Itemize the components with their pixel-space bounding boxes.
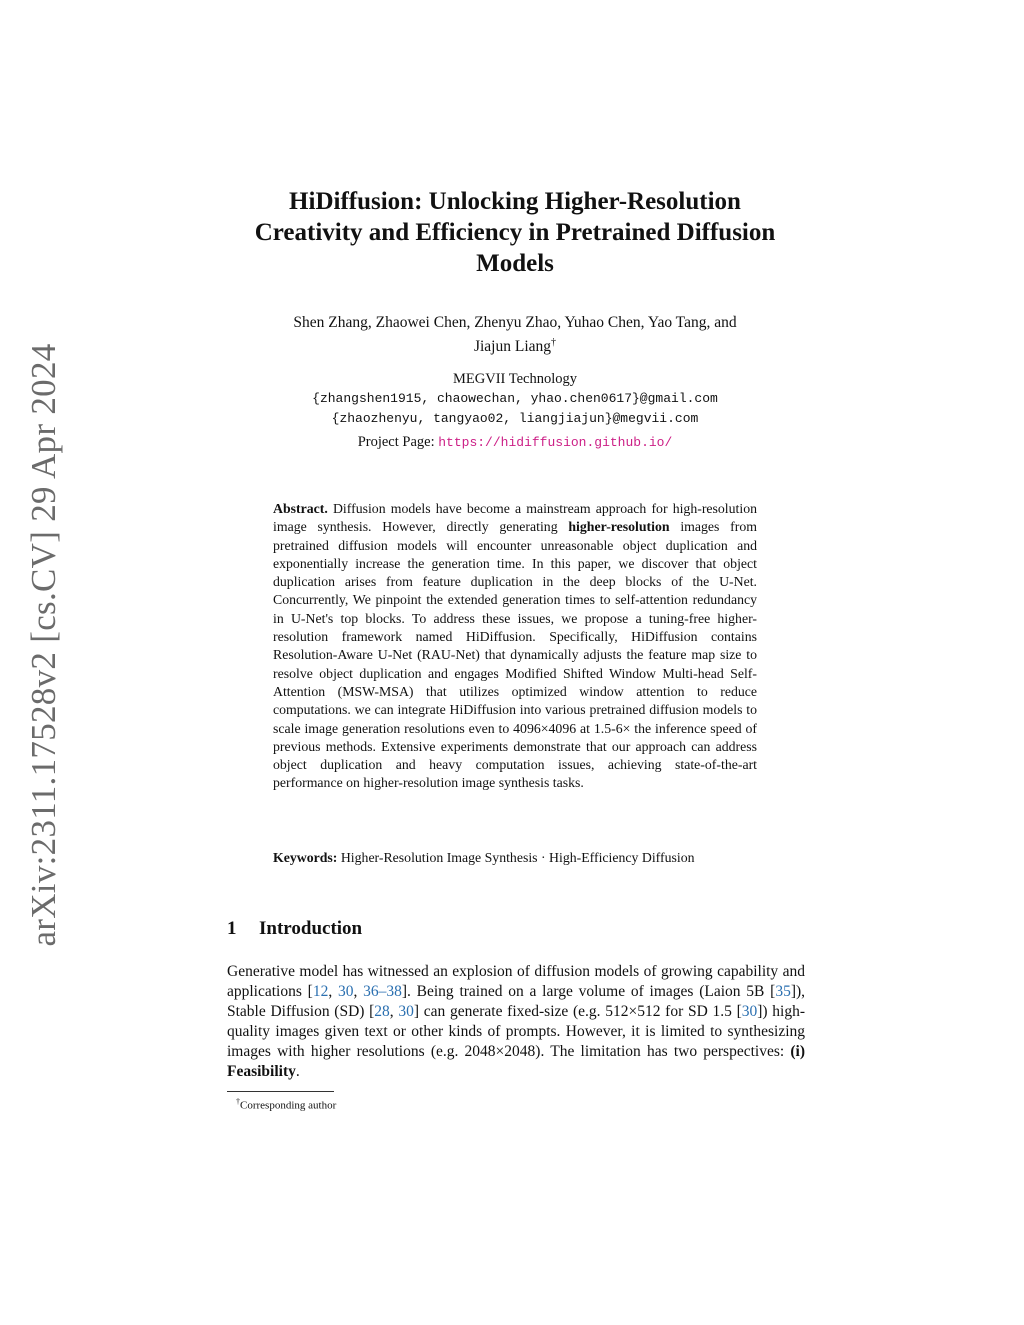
arxiv-id: arXiv:2311.17528v2 [cs.CV] 29 Apr 2024 bbox=[24, 343, 63, 947]
keywords bbox=[273, 849, 757, 867]
intro-text: ] can generate fixed-size (e.g. 512×512 for SD 1.5 [ bbox=[413, 1003, 742, 1020]
author-list bbox=[240, 313, 790, 357]
keywords-text: Higher-Resolution Image Synthesis · High-Efficiency Diffusion bbox=[340, 850, 695, 865]
citation[interactable]: 30 bbox=[337, 983, 354, 1000]
citation-separator: , bbox=[389, 1003, 399, 1020]
title-line-2: Creativity and Efficiency in Pretrained Diffusion bbox=[254, 219, 776, 246]
title-line-3: Models bbox=[476, 250, 554, 277]
authors-line-1: Shen Zhang, Zhaowei Chen, Zhenyu Zhao, Yuhao Chen, Yao Tang, and bbox=[293, 314, 737, 331]
project-page-label: Project Page: bbox=[357, 434, 435, 450]
email-line-1: {zhangshen1915, chaowechan, yhao.chen0617}@gmail.com bbox=[312, 391, 718, 406]
intro-text: Generative model has witnessed an explosion of diffusion models of growing capability and applications [ bbox=[227, 963, 805, 1000]
citation[interactable]: 36–38 bbox=[363, 983, 402, 1000]
section-heading bbox=[227, 918, 362, 940]
intro-paragraph bbox=[227, 962, 805, 1082]
paper-title bbox=[220, 186, 810, 279]
abstract-bold-term: higher-resolution bbox=[568, 519, 670, 535]
keywords-label: Keywords: bbox=[273, 850, 338, 865]
email-line-2: {zhaozhenyu, tangyao02, liangjiajun}@megvii.com bbox=[331, 411, 699, 426]
citation[interactable]: 30 bbox=[741, 1003, 758, 1020]
intro-text: ]), Stable Diffusion (SD) [ bbox=[227, 983, 806, 1020]
section-number: 1 bbox=[227, 918, 237, 939]
footnote-mark: † bbox=[236, 1097, 240, 1106]
abstract-text-2: images from pretrained diffusion models will encounter unreasonable object duplication and exponentially increase the generation time. In this paper, we discover that object duplication arises from feature duplication in the deep blocks of the U-Net. Concurrently, We pinpoint the extended generation times to self-attention redundancy in U-Net's top blocks. To address these issues, we propose a tuning-free higher-resolution framework named HiDiffusion. Specifically, HiDiffusion contains Resolution-Aware U-Net (RAU-Net) that dynamically adjusts the feature map size to resolve object duplication and engages Modified Shifted Window Multi-head Self-Attention (MSW-MSA) that utilizes optimized window attention to reduce computations. we can integrate HiDiffusion into various pretrained diffusion models to scale image generation resolutions even to 4096×4096 at 1.5-6× the inference speed of previous methods. Extensive experiments demonstrate that our approach can address object duplication and heavy computation issues, achieving state-of-the-art performance on higher-resolution image synthesis tasks. bbox=[273, 519, 757, 791]
footnote-rule bbox=[227, 1091, 334, 1092]
title-line-1: HiDiffusion: Unlocking Higher-Resolution bbox=[289, 188, 741, 215]
citation[interactable]: 12 bbox=[312, 983, 329, 1000]
abstract-text-1: Diffusion models have become a mainstream approach for high-resolution image synthesis. However, directly generating bbox=[273, 501, 758, 535]
citation[interactable]: 30 bbox=[398, 1003, 414, 1020]
intro-text: ]) high-quality images given text or other kinds of prompts. However, it is limited to synthesizing images with higher resolutions (e.g. 2048×2048). The limitation has two perspectives: bbox=[227, 1003, 805, 1060]
affiliation-org: MEGVII Technology bbox=[453, 371, 577, 387]
citation-separator: , bbox=[328, 983, 338, 1000]
intro-end: . bbox=[295, 1063, 300, 1080]
arxiv-stamp bbox=[0, 0, 80, 1325]
footnote bbox=[236, 1097, 336, 1112]
intro-bold-term: (i) Feasibility bbox=[227, 1043, 805, 1080]
affiliation-block bbox=[240, 369, 790, 453]
citation[interactable]: 28 bbox=[374, 1003, 390, 1020]
abstract-label: Abstract. bbox=[273, 501, 328, 516]
project-page-link[interactable]: https://hidiffusion.github.io/ bbox=[438, 435, 673, 450]
citation-separator: , bbox=[353, 983, 364, 1000]
citation[interactable]: 35 bbox=[775, 983, 791, 1000]
section-title: Introduction bbox=[259, 918, 363, 939]
abstract bbox=[273, 500, 757, 793]
authors-line-2: Jiajun Liang bbox=[473, 338, 552, 356]
intro-text: ]. Being trained on a large volume of images (Laion 5B [ bbox=[401, 983, 776, 1000]
corresponding-mark: † bbox=[551, 337, 557, 348]
footnote-text: Corresponding author bbox=[240, 1099, 337, 1112]
